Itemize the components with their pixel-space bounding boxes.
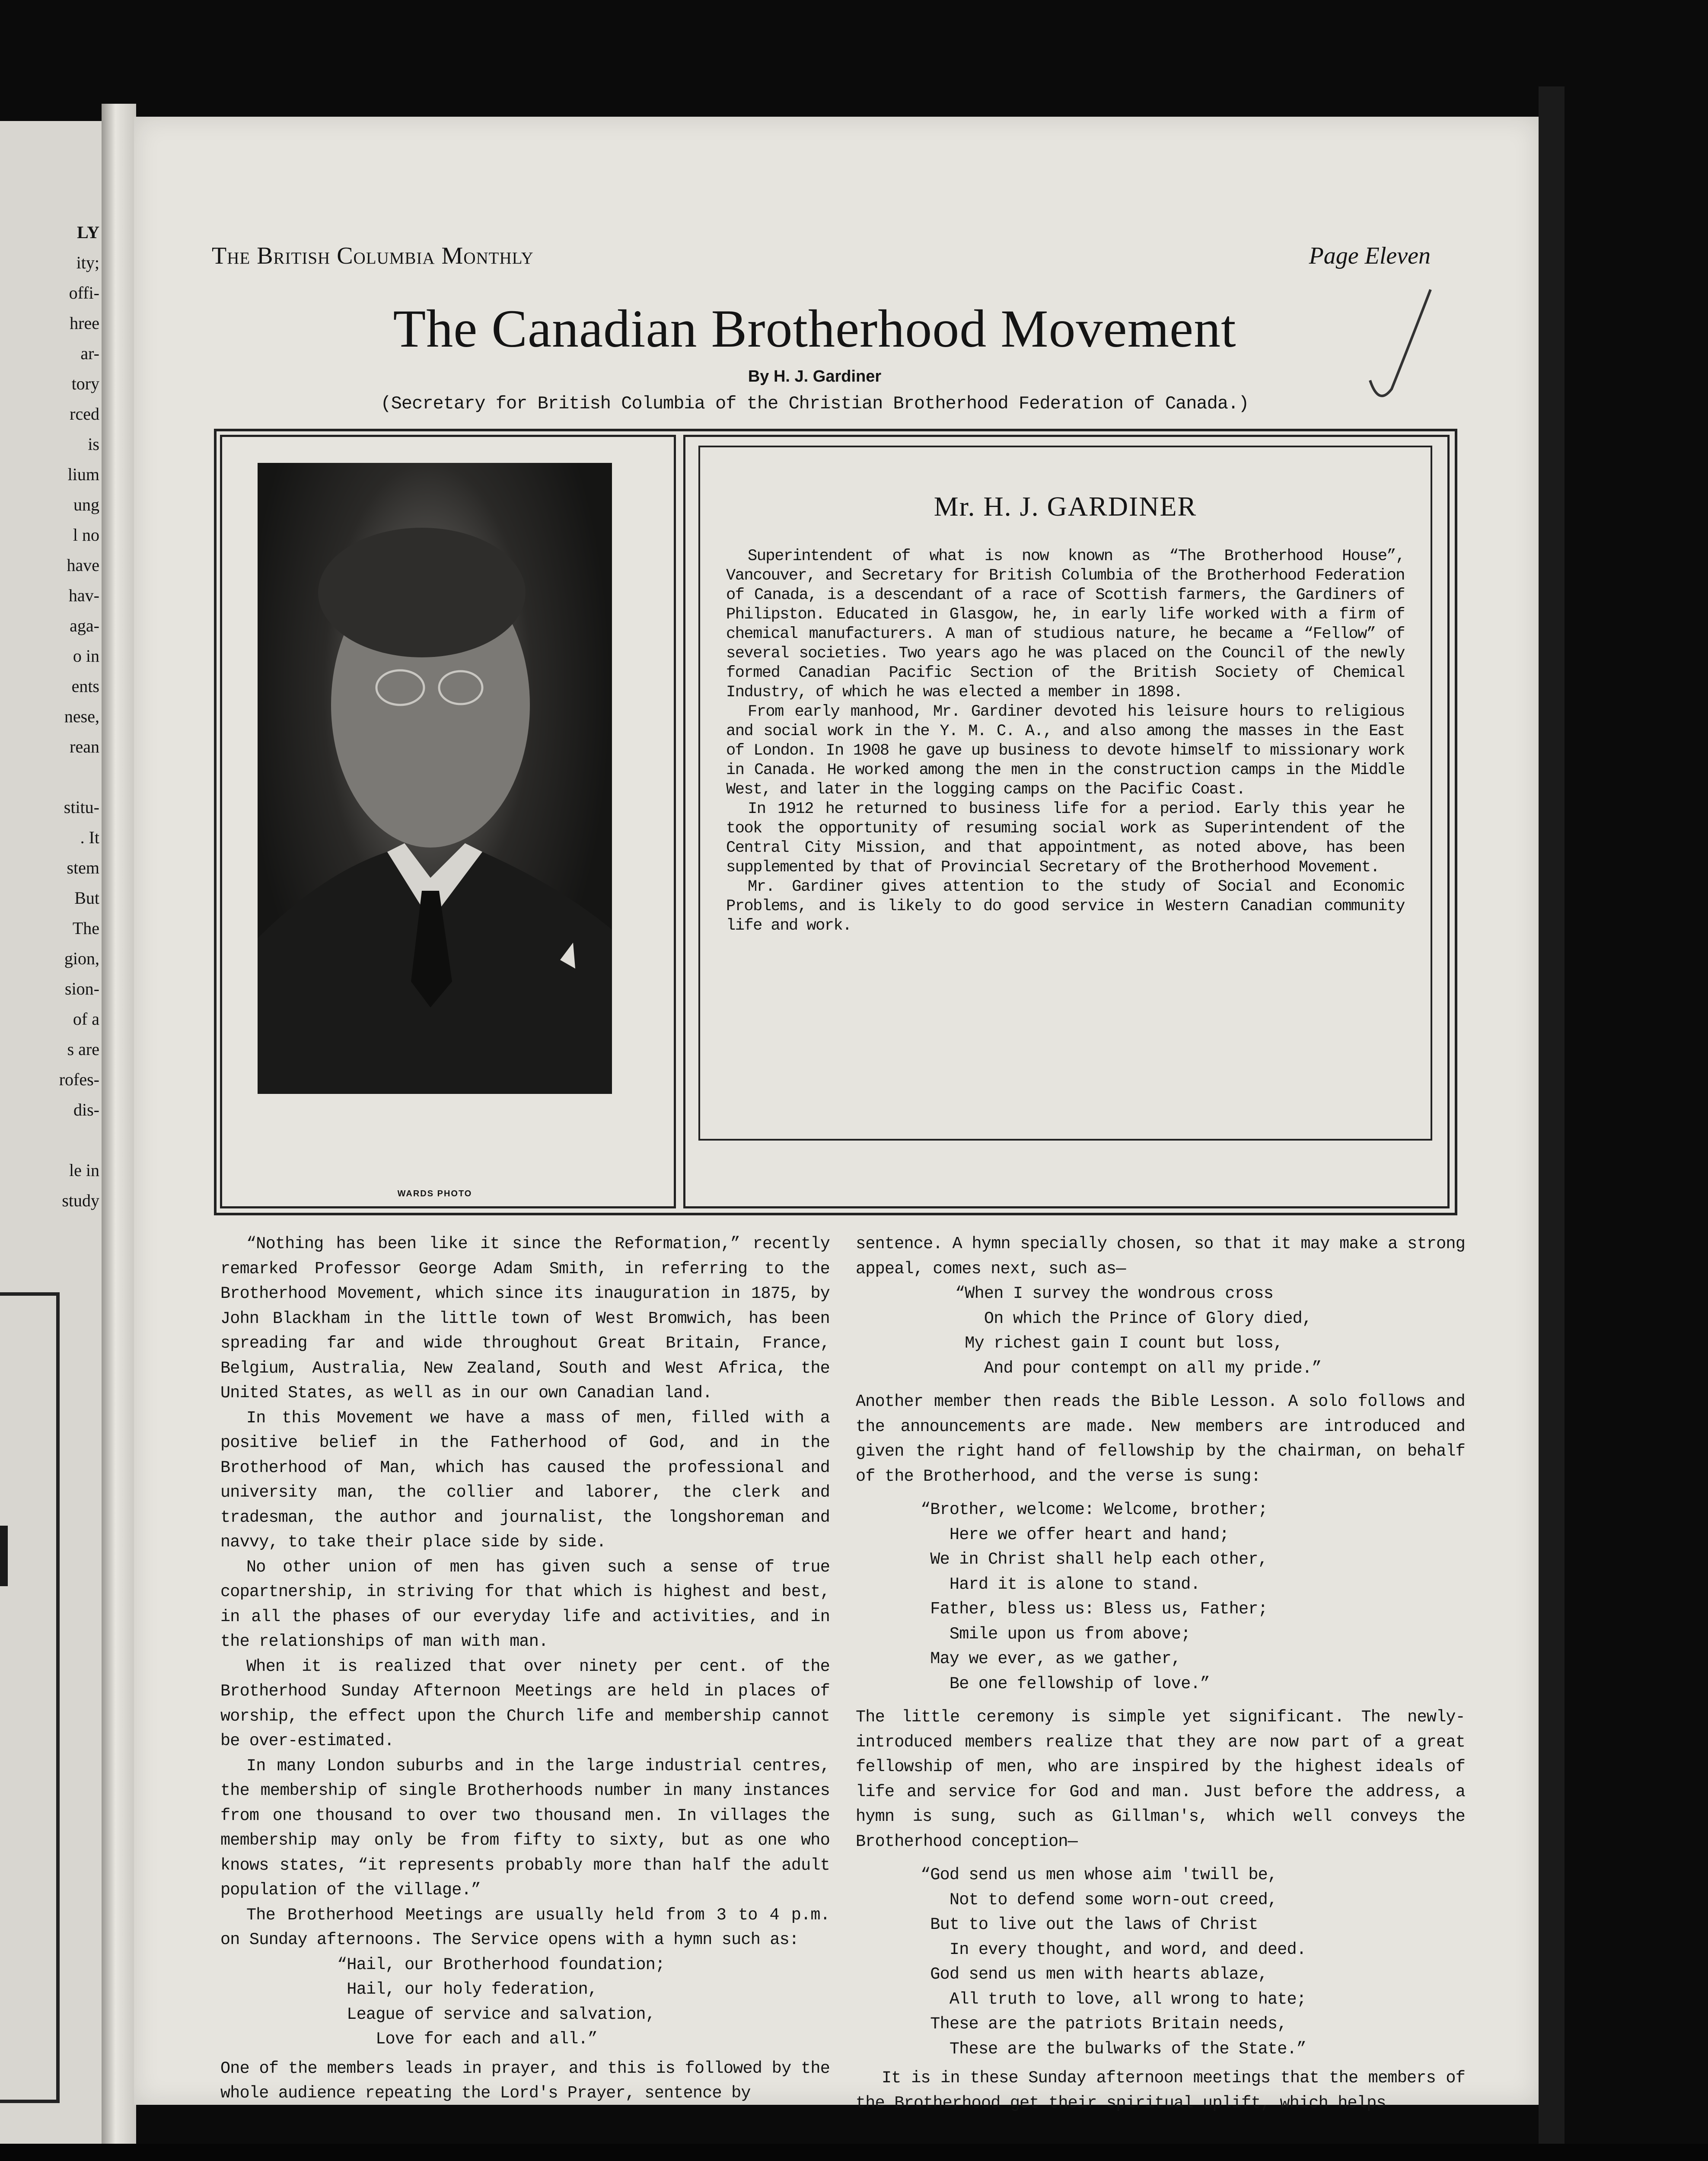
previous-page-fragment: ents [71, 676, 99, 696]
previous-page-strip [0, 121, 106, 2144]
previous-page-fragment: sion- [65, 979, 99, 998]
previous-page-fragment: of a [73, 1009, 99, 1029]
previous-page-fragment: stem [67, 858, 99, 877]
bio-title: Mr. H. J. GARDINER [934, 491, 1197, 522]
previous-page-fragment: have [67, 555, 99, 575]
previous-page-fragment: hav- [68, 586, 99, 605]
previous-page-fragment: aga- [70, 616, 99, 635]
verse-line: Love for each and all.” [337, 2030, 598, 2049]
previous-page-fragment: rean [70, 737, 99, 756]
article-byline: By H. J. Gardiner [748, 367, 882, 386]
body-paragraph: It is in these Sunday afternoon meetings that the members of the Brotherhood get their spiritual uplift, which helps [856, 2069, 1465, 2113]
body-paragraph: One of the members leads in prayer, and this is followed by the whole audience repeating the Lord's Prayer, sentence by [220, 2059, 830, 2103]
verse-line: In every thought, and word, and deed. [921, 1940, 1306, 1959]
verse-line: Hail, our holy federation, [337, 1980, 598, 1999]
bio-paragraph: From early manhood, Mr. Gardiner devoted his leisure hours to religious and social work in the Y. M. C. A., and also among the masses in the East of London. In 1908 he gave up business to devote himself to missionary work in Canada. He worked among the men in the construction camps in the Middle West, and later in the logging camps on the Pacific Coast. [726, 703, 1405, 799]
verse-line: On which the Prince of Glory died, [955, 1309, 1312, 1328]
previous-page-fragment: ity; [76, 253, 99, 272]
bio-text [726, 547, 1405, 936]
previous-page-mark [0, 1526, 8, 1586]
verse-line: Hard it is alone to stand. [921, 1575, 1200, 1594]
previous-page-fragment: rofes- [59, 1070, 99, 1089]
hymn-verse [921, 1498, 1465, 1696]
verse-line: Here we offer heart and hand; [921, 1525, 1229, 1544]
article-title: The Canadian Brotherhood Movement [393, 299, 1236, 358]
previous-page-fragment: o in [73, 646, 99, 666]
bio-paragraph: Superintendent of what is now known as “The Brotherhood House”, Vancouver, and Secretary for British Columbia of the Brotherhood Federation of Canada, is a descendant of a race of Scottish farmers, the Gardiners of Philipston. Educated in Glasgow, he, in early life worked with a firm of chemical manufacturers. A man of studious nature, he became a “Fellow” of several societies. Two years ago he was placed on the Council of the newly formed Canadian Pacific Section of the British Society of Chemical Industry, of which he was elected a member in 1898. [726, 547, 1405, 701]
previous-page-fragment: offi- [69, 283, 99, 303]
verse-line: Father, bless us: Bless us, Father; [921, 1600, 1268, 1619]
bio-frame [683, 435, 1450, 1208]
body-paragraph: In this Movement we have a mass of men, filled with a positive belief in the Fatherhood of God, and in the Brotherhood of Man, which has caused the professional and university man, the collier and laborer, the clerk and tradesman, the author and journalist, the longshoreman and navvy, to take their place side by side. [220, 1408, 830, 1552]
previous-page-fragment: ar- [80, 344, 99, 363]
previous-page-fragment: LY [77, 223, 99, 242]
bio-paragraph: Mr. Gardiner gives attention to the study of Social and Economic Problems, and is likely to do good service in Western Canadian community life and work. [726, 878, 1405, 935]
verse-line: All truth to love, all wrong to hate; [921, 1989, 1306, 2009]
verse-line: And pour contempt on all my pride.” [955, 1358, 1322, 1378]
previous-page-fragment: hree [70, 313, 99, 333]
previous-page-fragment: But [74, 888, 99, 908]
body-paragraph: The Brotherhood Meetings are usually held from 3 to 4 p.m. on Sunday afternoons. The Service opens with a hymn such as: [220, 1905, 830, 1949]
verse-line: These are the patriots Britain needs, [921, 2014, 1287, 2034]
verse-line: God send us men with hearts ablaze, [921, 1965, 1268, 1984]
previous-page-box [0, 1292, 60, 2103]
previous-page-fragment: l no [73, 525, 99, 545]
body-paragraph: When it is realized that over ninety per cent. of the Brotherhood Sunday Afternoon Meetings are held in places of worship, the effect upon the Church life and membership cannot be over-estimated. [220, 1657, 830, 1750]
body-paragraph: No other union of men has given such a sense of true copartnership, in striving for that which is highest and best, in all the phases of our everyday life and activities, and in the relationships of man with man. [220, 1557, 830, 1651]
body-paragraph: “Nothing has been like it since the Reformation,” recently remarked Professor George Adam Smith, in referring to the Brotherhood Movement, which since its inauguration in 1875, by John Blackham in the little town of West Bromwich, has been spreading far and wide throughout Great Britain, France, Belgium, Australia, New Zealand, South and West Africa, the United States, as well as in our own Canadian land. [220, 1234, 830, 1402]
scan-background [0, 2144, 1708, 2161]
verse-line: “Hail, our Brotherhood foundation; [337, 1955, 665, 1974]
verse-line: But to live out the laws of Christ [921, 1915, 1258, 1934]
hymn-verse [337, 1953, 830, 2052]
article-column-right [856, 1232, 1465, 2116]
previous-page-fragment: . It [80, 828, 99, 847]
photo-frame [220, 435, 676, 1208]
verse-line: Smile upon us from above; [921, 1624, 1191, 1644]
verse-line: These are the bulwarks of the State.” [921, 2039, 1306, 2059]
article-subtitle: (Secretary for British Columbia of the Christian Brotherhood Federation of Canada.) [380, 393, 1249, 414]
previous-page-fragment: The [72, 918, 99, 938]
body-paragraph: The little ceremony is simple yet significant. The newly-introduced members realize that they are now part of a great fellowship of men, who are inspired by the highest ideals of life and service for God and man. Just before the address, a hymn is sung, such as Gillman's, which well conveys the Brotherhood conception— [856, 1708, 1465, 1851]
feature-box [214, 429, 1457, 1215]
hymn-verse [955, 1281, 1465, 1381]
verse-line: My richest gain I count but loss, [955, 1334, 1283, 1353]
verse-line: Be one fellowship of love.” [921, 1674, 1210, 1693]
previous-page-fragment: rced [70, 404, 99, 424]
verse-line: League of service and salvation, [337, 2005, 656, 2024]
previous-page-fragment: dis- [73, 1100, 99, 1119]
publication-name: The British Columbia Monthly [212, 242, 534, 269]
portrait-photo [258, 463, 612, 1094]
previous-page-fragment: gion, [64, 949, 99, 968]
pencil-checkmark-icon [1361, 281, 1435, 411]
previous-page-fragment: is [88, 434, 99, 454]
previous-page-fragment: study [62, 1191, 99, 1210]
verse-line: “Brother, welcome: Welcome, brother; [921, 1500, 1268, 1519]
previous-page-fragment: le in [69, 1160, 99, 1180]
bio-inner-frame [698, 446, 1432, 1141]
body-paragraph: sentence. A hymn specially chosen, so that it may make a strong appeal, comes next, such as— [856, 1234, 1465, 1278]
previous-page-fragment: tory [71, 374, 99, 393]
hymn-verse [921, 1863, 1465, 2062]
verse-line: Not to defend some worn-out creed, [921, 1890, 1278, 1909]
page-number: Page Eleven [1309, 242, 1431, 269]
binding-gutter [102, 104, 136, 2161]
photo-credit: WARDS PHOTO [397, 1189, 472, 1198]
page-edge-shadow [1539, 86, 1565, 2144]
previous-page-fragment: stitu- [64, 797, 99, 817]
bio-paragraph: In 1912 he returned to business life for a period. Early this year he took the opportunity of resuming social work as Superintendent of the Central City Mission, and that appointment, as noted above, has been supplemented by that of Provincial Secretary of the Brotherhood Movement. [726, 800, 1405, 877]
previous-page-fragment: lium [67, 465, 99, 484]
previous-page-fragment: ung [73, 495, 99, 514]
portrait-figure-icon [258, 463, 612, 1094]
article-column-left [220, 1232, 830, 2106]
verse-line: “God send us men whose aim 'twill be, [921, 1865, 1278, 1884]
verse-line: “When I survey the wondrous cross [955, 1284, 1274, 1303]
verse-line: We in Christ shall help each other, [921, 1550, 1268, 1569]
magazine-page [134, 117, 1539, 2113]
body-paragraph: In many London suburbs and in the large industrial centres, the membership of single Brotherhoods number in many instances from one thousand to over two thousand men. In villages the membership may only be from fifty to sixty, but as one who knows states, “it represents probably more than half the adult population of the village.” [220, 1756, 830, 1900]
previous-page-fragment: s are [67, 1039, 99, 1059]
verse-line: May we ever, as we gather, [921, 1649, 1181, 1668]
body-paragraph: Another member then reads the Bible Lesson. A solo follows and the announcements are made. New members are introduced and given the right hand of fellowship by the chairman, on behalf of the Brotherhood, and the verse is sung: [856, 1392, 1465, 1486]
previous-page-fragment: nese, [64, 707, 99, 726]
